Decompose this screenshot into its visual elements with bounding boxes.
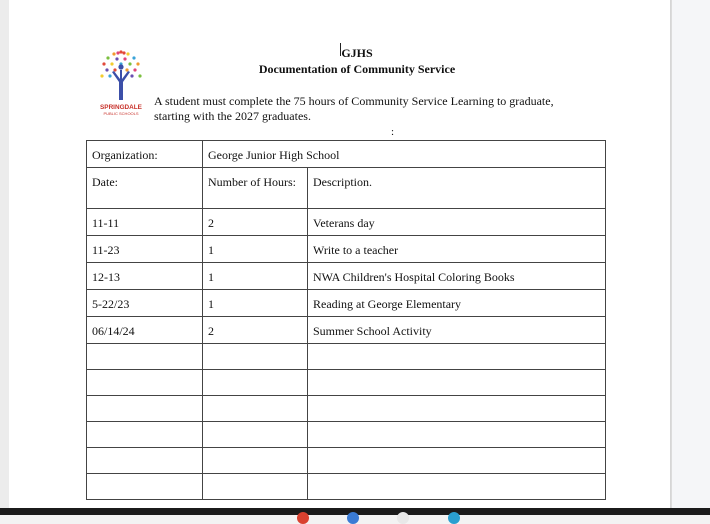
hours-cell[interactable] [203, 448, 308, 474]
right-side-panel [671, 0, 710, 508]
date-cell[interactable] [87, 448, 203, 474]
logo-leaf [108, 74, 111, 77]
hours-cell[interactable] [203, 422, 308, 448]
logo-tree-icon [100, 50, 141, 100]
description-cell[interactable] [308, 448, 606, 474]
table-row [87, 290, 606, 317]
logo-leaf [123, 57, 126, 60]
hours-cell[interactable]: 1 [203, 290, 308, 317]
description-cell[interactable] [308, 344, 606, 370]
description-cell[interactable]: Veterans day [308, 209, 606, 236]
date-cell[interactable]: 06/14/24 [87, 317, 203, 344]
service-log-table [86, 140, 606, 500]
logo-leaf [110, 62, 113, 65]
date-header: Date: [87, 168, 203, 209]
hours-header: Number of Hours: [203, 168, 308, 209]
table-row [87, 263, 606, 290]
table-row [87, 236, 606, 263]
logo-leaf [116, 51, 119, 54]
logo-figure-head [118, 64, 123, 69]
logo-leaf [119, 50, 122, 53]
description-cell[interactable]: Reading at George Elementary [308, 290, 606, 317]
hours-cell[interactable] [203, 396, 308, 422]
date-cell[interactable]: 5-22/23 [87, 290, 203, 317]
logo-leaf [122, 51, 125, 54]
date-cell[interactable] [87, 344, 203, 370]
table-row [87, 448, 606, 474]
header-row [87, 168, 606, 209]
hours-cell[interactable]: 1 [203, 263, 308, 290]
intro-paragraph: A student must complete the 75 hours of Community Service Learning to graduate, starting with the 2027 graduates. [154, 94, 554, 123]
document-title: Documentation of Community Service [258, 62, 456, 76]
hours-cell[interactable]: 2 [203, 209, 308, 236]
taskbar-app-icon[interactable] [347, 512, 359, 524]
organization-label: Organization: [87, 141, 203, 168]
table-row [87, 344, 606, 370]
description-cell[interactable]: Summer School Activity [308, 317, 606, 344]
organization-row [87, 141, 606, 168]
description-cell[interactable]: NWA Children's Hospital Coloring Books [308, 263, 606, 290]
description-cell[interactable] [308, 370, 606, 396]
logo-text-line1: SPRINGDALE [100, 104, 142, 111]
logo-leaf [115, 57, 118, 60]
organization-value[interactable]: George Junior High School [203, 141, 606, 168]
logo-text-line2: PUBLIC SCHOOLS [103, 111, 139, 116]
taskbar-app-icon[interactable] [448, 512, 460, 524]
description-cell[interactable] [308, 422, 606, 448]
date-cell[interactable] [87, 474, 203, 500]
table-row [87, 370, 606, 396]
logo-trunk [112, 70, 130, 100]
hours-cell[interactable]: 1 [203, 236, 308, 263]
stray-colon: : [391, 126, 395, 138]
description-cell[interactable] [308, 474, 606, 500]
table-row [87, 396, 606, 422]
description-cell[interactable]: Write to a teacher [308, 236, 606, 263]
logo-leaf [102, 62, 105, 65]
table-row [87, 474, 606, 500]
logo-leaf [106, 56, 109, 59]
logo-leaf [100, 74, 103, 77]
logo-leaf [130, 74, 133, 77]
logo-leaf [136, 62, 139, 65]
logo-leaf [132, 56, 135, 59]
date-cell[interactable] [87, 396, 203, 422]
hours-cell[interactable]: 2 [203, 317, 308, 344]
table-row [87, 422, 606, 448]
date-cell[interactable]: 12-13 [87, 263, 203, 290]
date-cell[interactable] [87, 370, 203, 396]
taskbar-app-icon[interactable] [397, 512, 409, 524]
table-row [87, 209, 606, 236]
description-cell[interactable] [308, 396, 606, 422]
logo-leaf [133, 68, 136, 71]
date-cell[interactable]: 11-11 [87, 209, 203, 236]
date-cell[interactable] [87, 422, 203, 448]
hours-cell[interactable] [203, 370, 308, 396]
logo-leaf [128, 62, 131, 65]
date-cell[interactable]: 11-23 [87, 236, 203, 263]
taskbar [0, 508, 710, 515]
logo-leaf [105, 68, 108, 71]
description-header: Description. [308, 168, 606, 209]
school-abbrev-heading: GJHS [341, 46, 373, 60]
table-row [87, 317, 606, 344]
springdale-logo [98, 48, 144, 118]
logo-leaf [138, 74, 141, 77]
logo-leaf [112, 52, 115, 55]
hours-cell[interactable] [203, 344, 308, 370]
hours-cell[interactable] [203, 474, 308, 500]
logo-leaf [126, 52, 129, 55]
taskbar-app-icon[interactable] [297, 512, 309, 524]
